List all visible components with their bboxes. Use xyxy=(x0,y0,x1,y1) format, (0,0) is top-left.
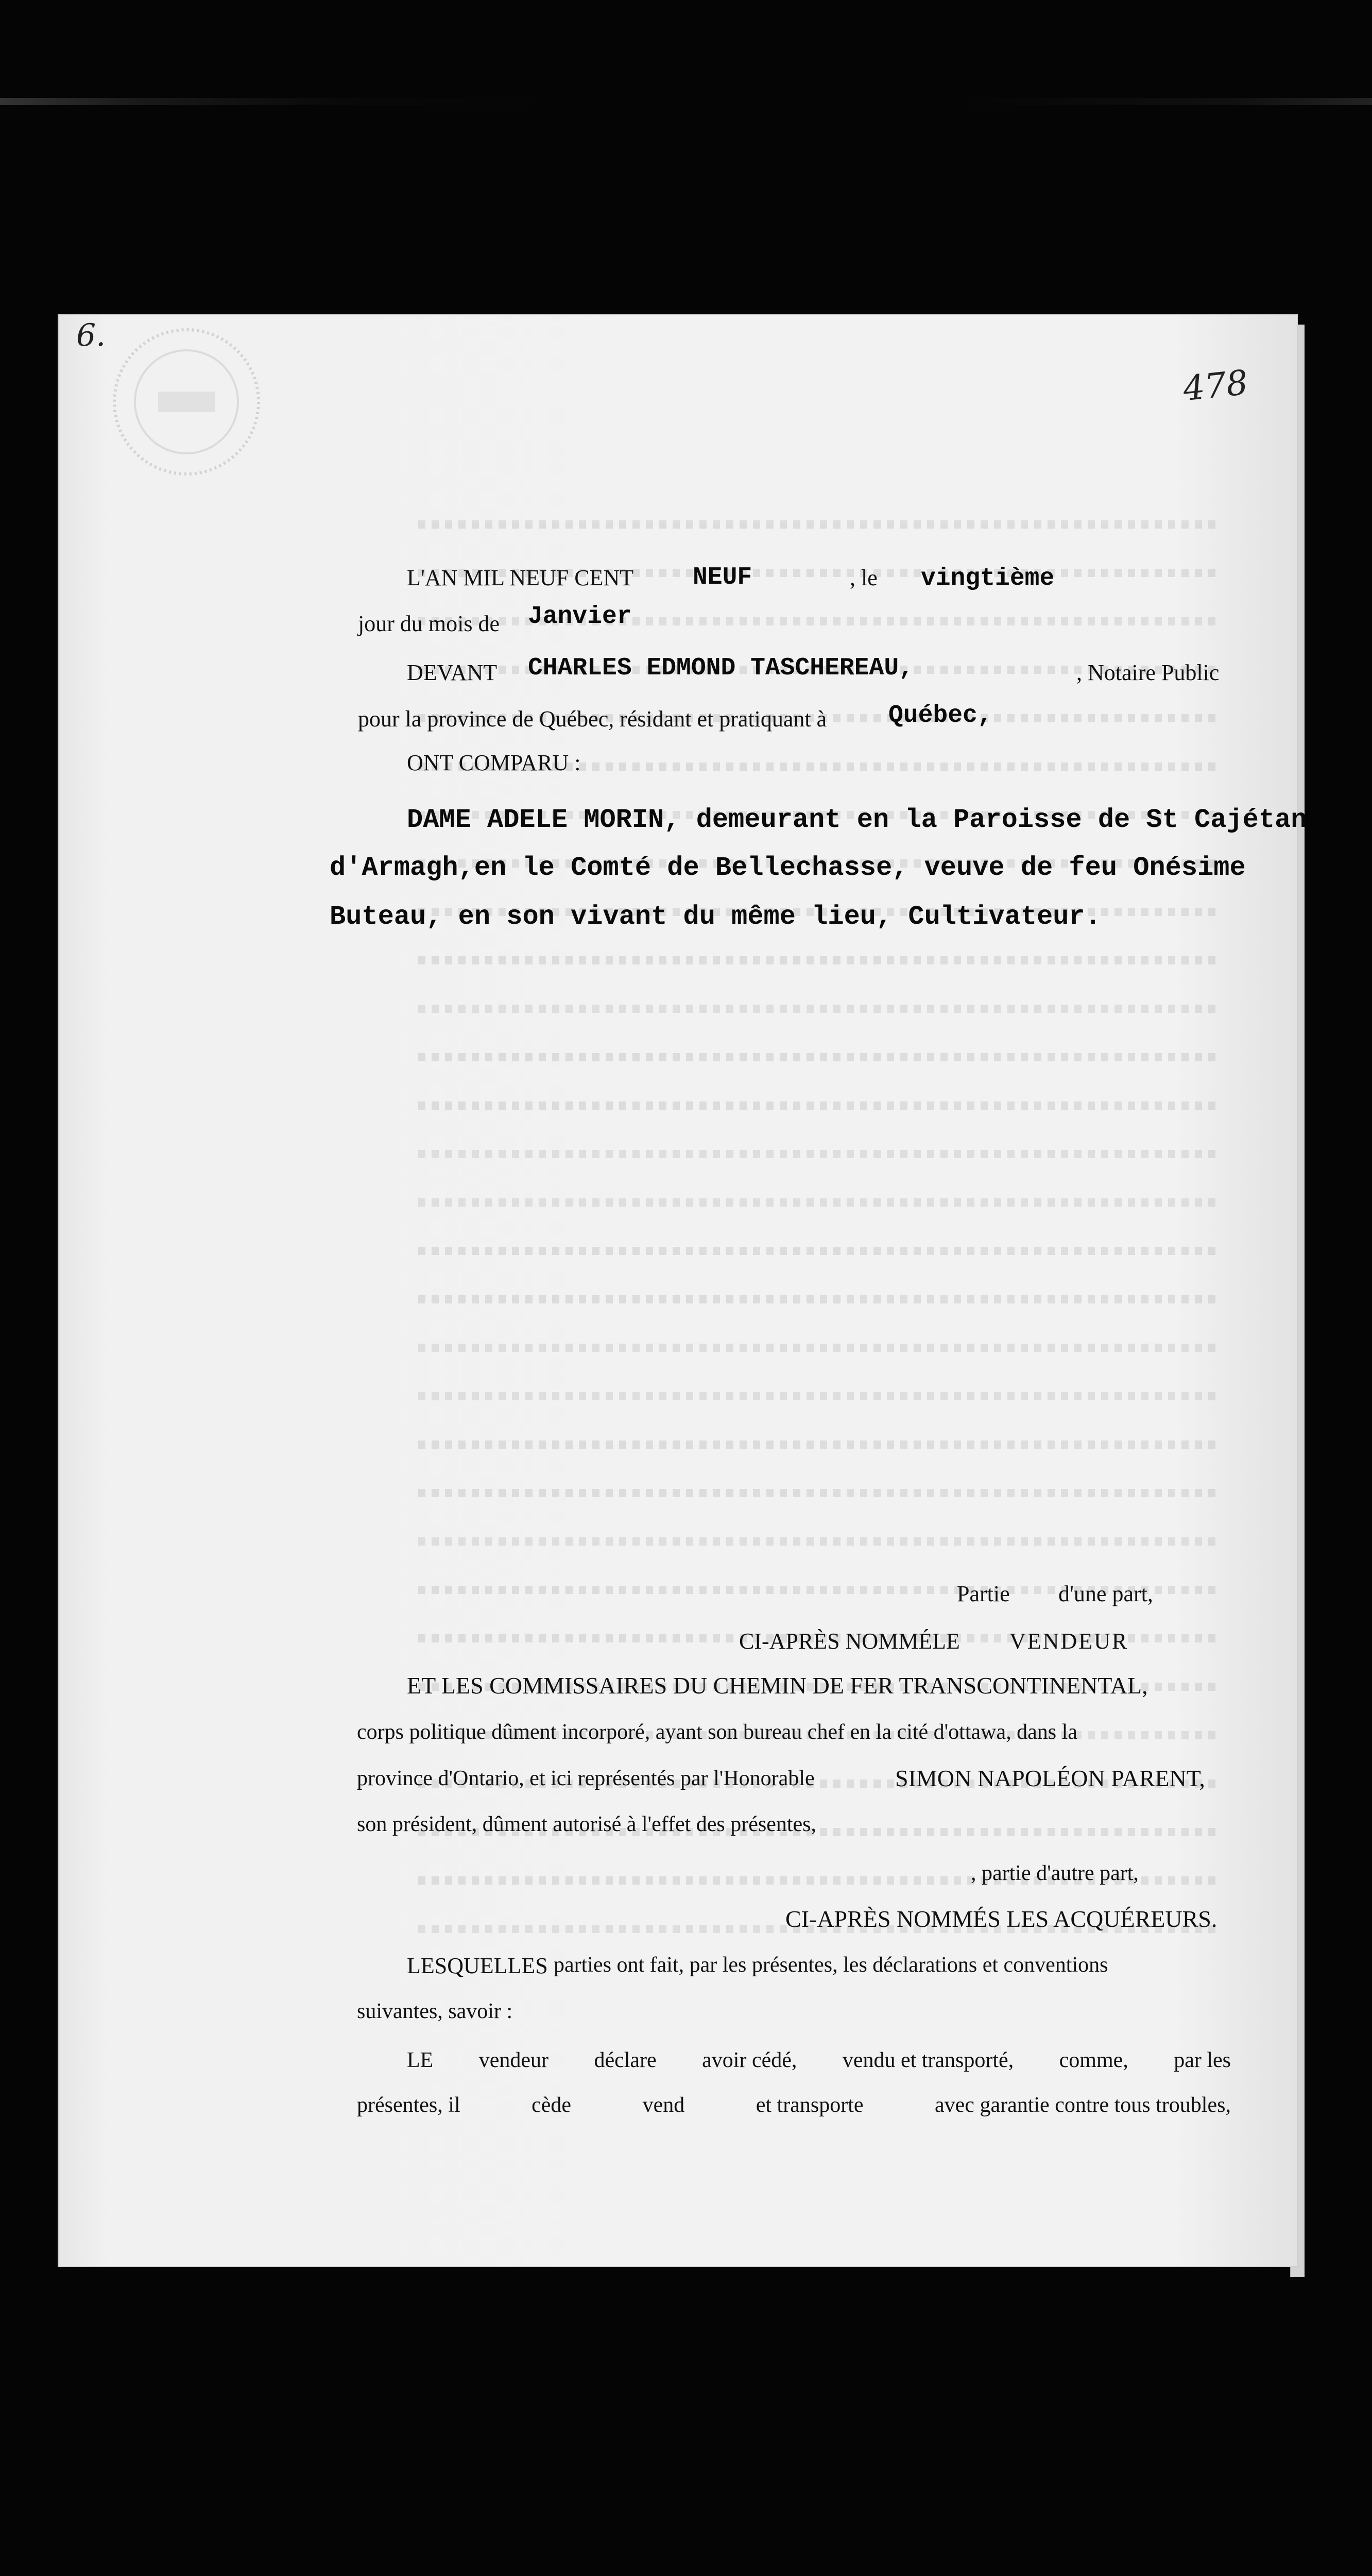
party2-line2: corps politique dûment incorporé, ayant son bureau chef en la cité d'ottawa, dans la xyxy=(357,1720,1077,1744)
party2-line3a: province d'Ontario, et ici représentés par l'Honorable xyxy=(357,1767,815,1790)
word: déclare xyxy=(594,2048,657,2072)
vendeur-role: VENDEUR xyxy=(1009,1629,1129,1654)
suivantes-line: suivantes, savoir : xyxy=(357,1999,513,2023)
month-value: Janvier xyxy=(528,603,632,631)
party2-line1: ET LES COMMISSAIRES DU CHEMIN DE FER TRANSCONTINENTAL, xyxy=(407,1672,1148,1699)
le-role-label: LE xyxy=(932,1629,960,1654)
party1-line2: d'Armagh,en le Comté de Bellechasse, veuve de feu Onésime xyxy=(330,853,1246,883)
word: comme, xyxy=(1059,2048,1128,2072)
party1-line3: Buteau, en son vivant du même lieu, Cultivateur. xyxy=(330,902,1101,932)
autre-part-label: , partie d'autre part, xyxy=(971,1861,1139,1885)
folio-number: 478 xyxy=(1181,362,1250,409)
word: vendu et transporté, xyxy=(842,2048,1014,2072)
party1-line1: DAME ADELE MORIN, demeurant en la Paroisse de St Cajétan xyxy=(407,805,1307,835)
partie-label: Partie xyxy=(957,1581,1010,1606)
scan-streak xyxy=(0,98,1372,105)
word: avoir cédé, xyxy=(702,2048,797,2072)
jour-du-mois-label: jour du mois de xyxy=(358,611,500,636)
party2-line4: son président, dûment autorisé à l'effet des présentes, xyxy=(357,1812,817,1836)
word: vendeur xyxy=(478,2048,549,2072)
word: présentes, il xyxy=(357,2093,460,2117)
day-value: vingtième xyxy=(921,565,1055,592)
une-part-label: d'une part, xyxy=(1058,1581,1153,1606)
year-value: NEUF xyxy=(693,564,752,591)
le-label: , le xyxy=(850,565,878,590)
province-line: pour la province de Québec, résidant et pratiquant à xyxy=(358,706,827,732)
word: vend xyxy=(642,2093,685,2117)
notary-name: CHARLES EDMOND TASCHEREAU, xyxy=(528,654,914,682)
lesquelles-rest: parties ont fait, par les présentes, les déclarations et conventions xyxy=(554,1953,1108,1977)
garantie-line xyxy=(357,2093,1231,2117)
word: LE xyxy=(407,2048,434,2072)
party2-simon-parent: SIMON NAPOLÉON PARENT, xyxy=(895,1765,1205,1791)
embossed-seal-icon xyxy=(109,325,264,479)
notaire-public-label: , Notaire Public xyxy=(1076,660,1220,685)
word: cède xyxy=(531,2093,572,2117)
ont-comparu: ONT COMPARU : xyxy=(407,750,581,775)
ci-apres-nomme: CI-APRÈS NOMMÉ xyxy=(739,1629,933,1654)
word: et transporte xyxy=(756,2093,864,2117)
acquereurs-label: CI-APRÈS NOMMÉS LES ACQUÉREURS. xyxy=(785,1906,1217,1932)
lesquelles-word: LESQUELLES xyxy=(407,1953,548,1978)
word: par les xyxy=(1174,2048,1231,2072)
word: avec garantie contre tous troubles, xyxy=(935,2093,1231,2117)
city-value: Québec, xyxy=(888,702,992,730)
corner-mark: 6. xyxy=(76,317,106,353)
an-label: L'AN MIL NEUF CENT xyxy=(407,565,634,590)
cede-line xyxy=(407,2048,1231,2073)
devant-label: DEVANT xyxy=(407,660,498,685)
